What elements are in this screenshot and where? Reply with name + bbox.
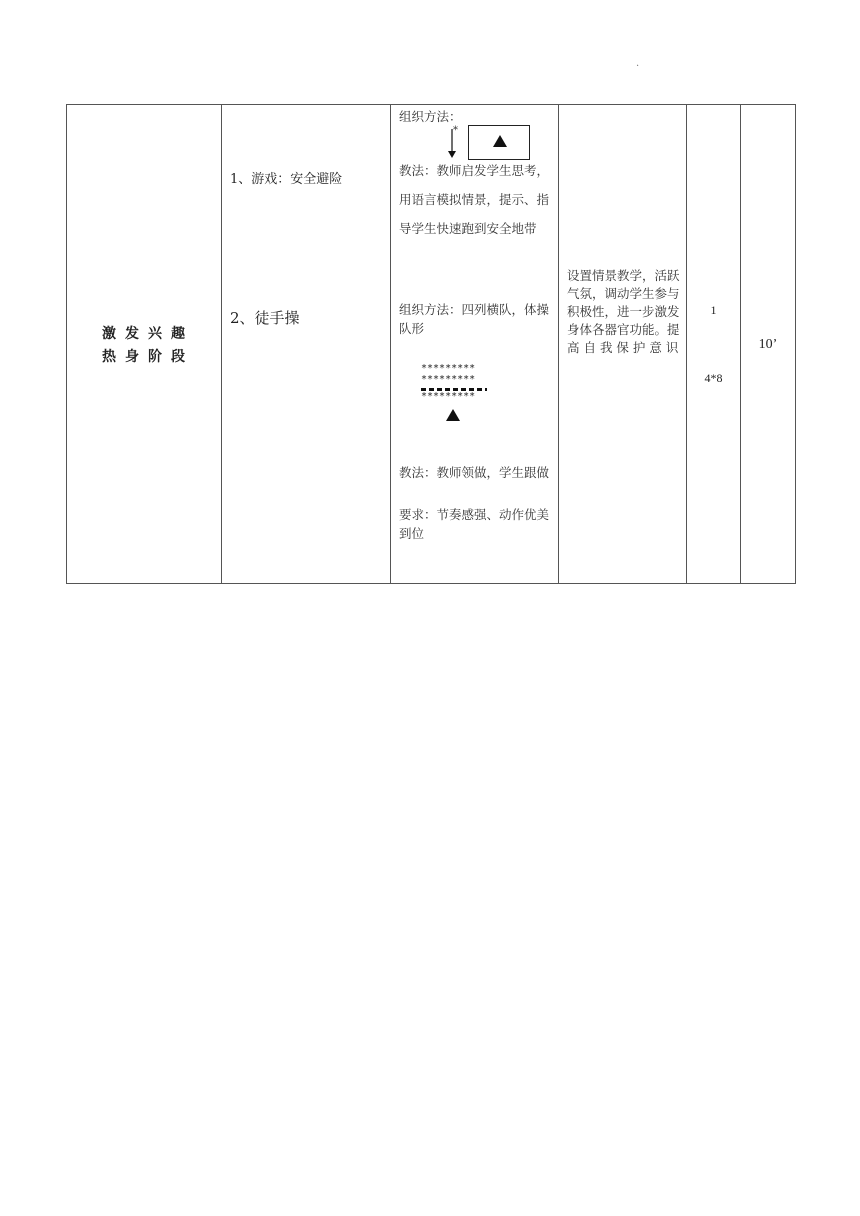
safe-zone-box xyxy=(468,125,530,160)
header-mark: . xyxy=(636,58,640,69)
method-cell xyxy=(391,105,559,584)
table-row xyxy=(67,105,796,584)
formation-row: ********* xyxy=(421,391,476,402)
formation-row: ********* xyxy=(421,363,476,374)
stage-line-2: 热身阶段 xyxy=(102,349,194,365)
student-mark: * xyxy=(453,125,458,136)
count-beats: 4*8 xyxy=(704,371,723,385)
formation-diagram xyxy=(421,363,487,426)
teaching-method-1: 教法：教师启发学生思考，用语言模拟情景，提示、指导学生快速跑到安全地带 xyxy=(399,163,550,236)
stage-line-1: 激发兴趣 xyxy=(102,326,194,342)
count-cell xyxy=(687,105,741,584)
stage-title xyxy=(67,323,221,369)
teaching-method-2: 教法：教师领做，学生跟做 xyxy=(399,465,550,480)
teacher-triangle-icon xyxy=(421,404,487,426)
content-cell xyxy=(222,105,391,584)
stage-cell xyxy=(67,105,222,584)
content-item-game: 1、游戏：安全避险 xyxy=(230,172,343,187)
org-method-label: 组织方法： xyxy=(399,109,462,124)
time-value: 10’ xyxy=(758,337,778,352)
count-times: 1 xyxy=(710,303,717,317)
purpose-text: 设置情景教学，活跃气氛，调动学生参与积极性，进一步激发身体各器官功能。提 高 自 我 保 护 意 识 xyxy=(567,268,680,355)
purpose-cell xyxy=(559,105,687,584)
org-method-2: 组织方法：四列横队，体操队形 xyxy=(399,302,550,336)
formation-row: ********* xyxy=(421,374,476,385)
lesson-plan-table xyxy=(66,104,796,584)
time-cell xyxy=(741,105,796,584)
teacher-triangle-icon xyxy=(469,126,531,159)
content-item-exercise: 2、徒手操 xyxy=(230,309,300,327)
requirement-text: 要求：节奏感强、动作优美到位 xyxy=(399,507,550,541)
